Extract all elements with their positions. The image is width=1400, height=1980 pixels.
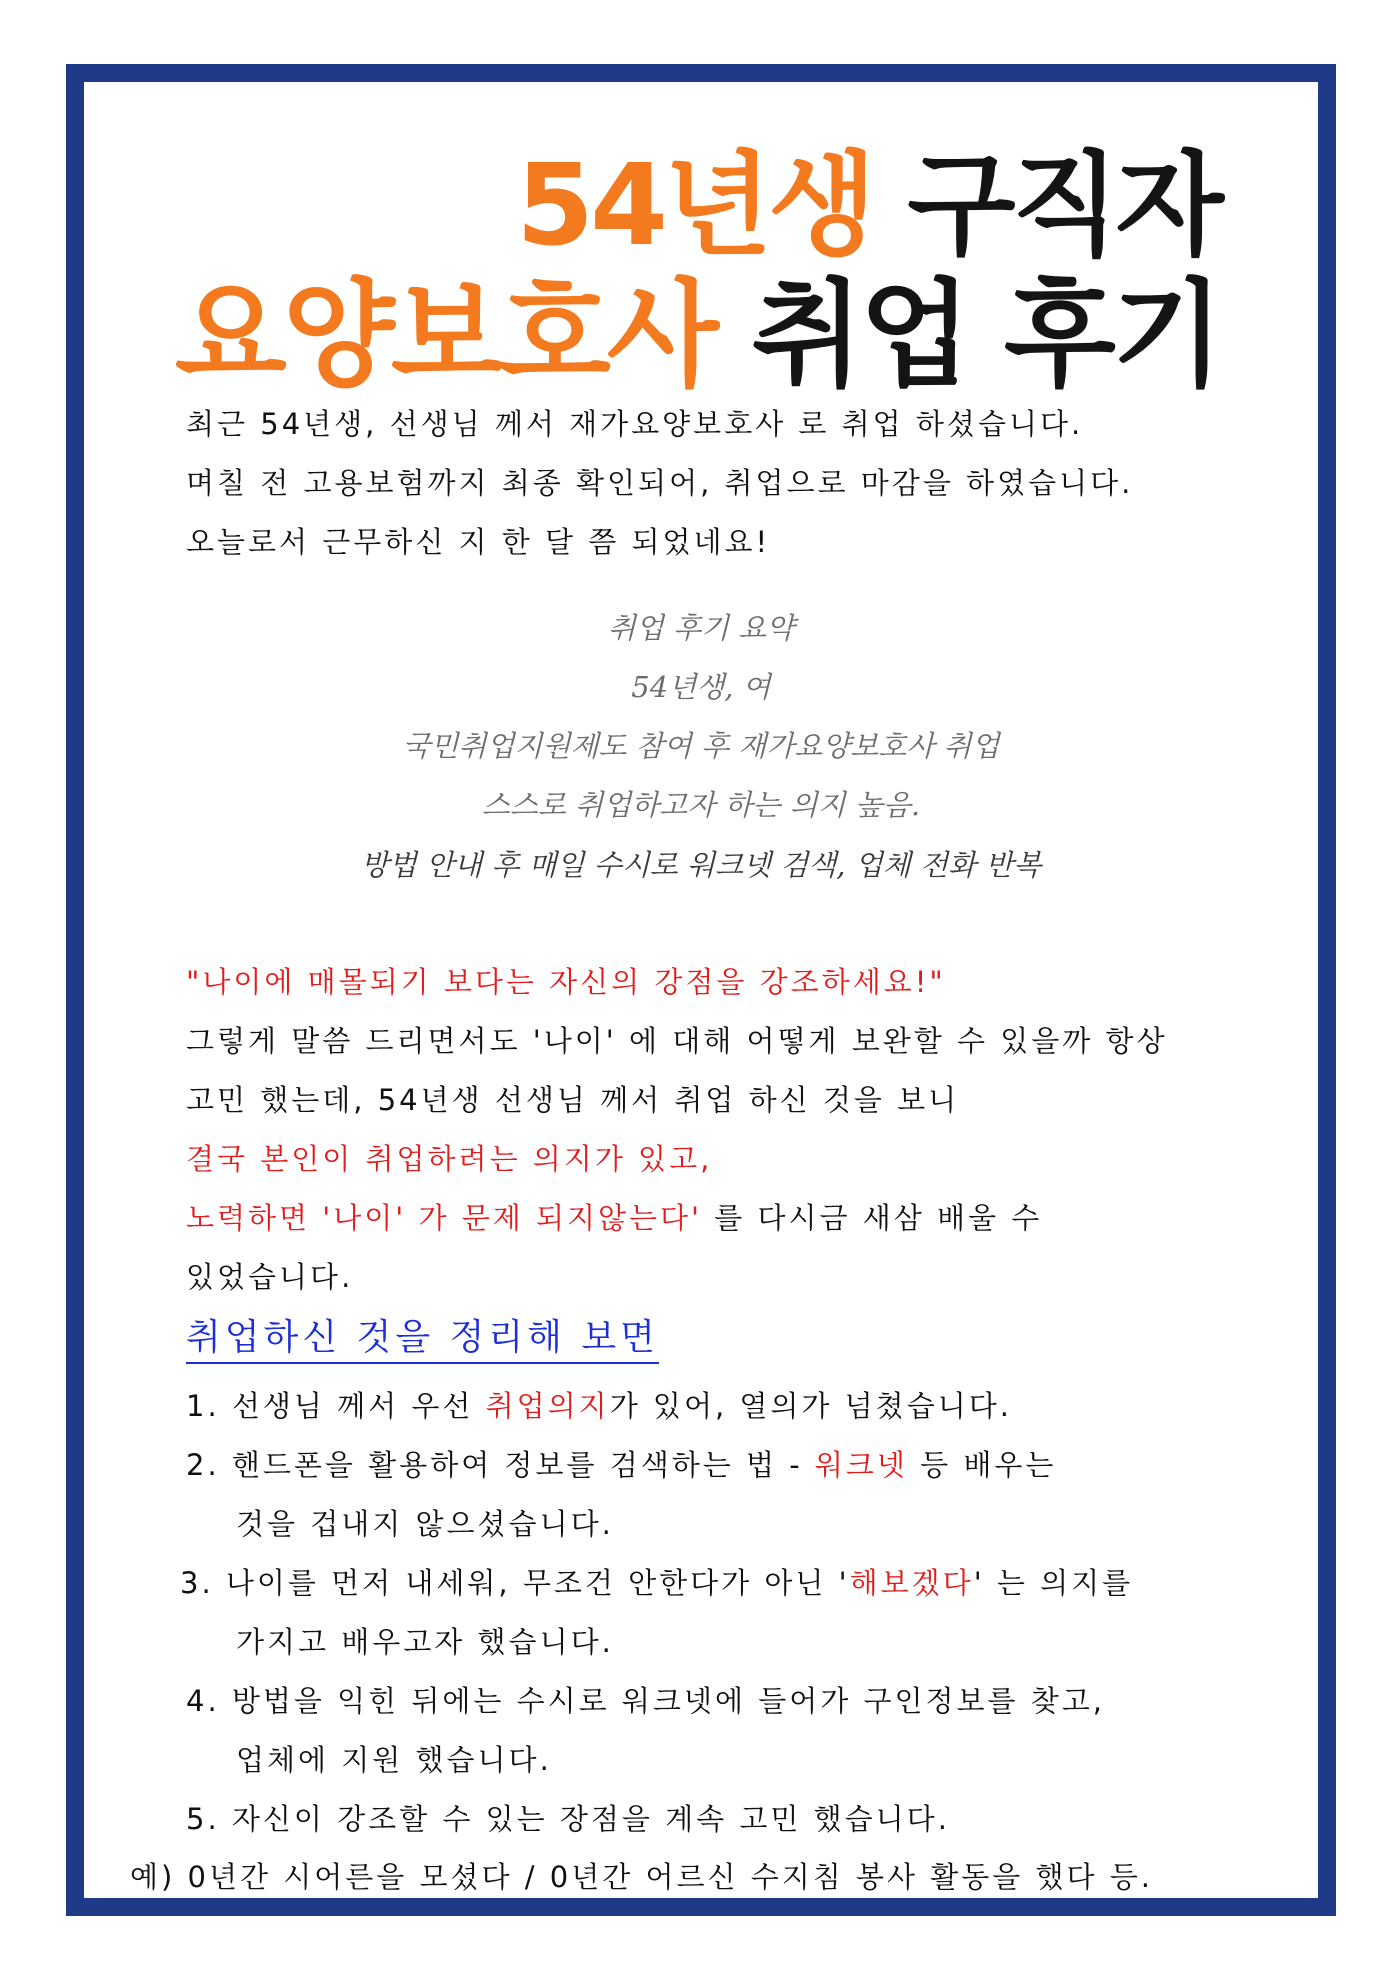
list-item-4-cont: 업체에 지원 했습니다. xyxy=(236,1743,552,1777)
title-jobseeker: 구직자 xyxy=(907,141,1220,271)
list-item-2-cont: 것을 겁내지 않으셨습니다. xyxy=(236,1507,614,1541)
body-line-1: 그렇게 말씀 드리면서도 '나이' 에 대해 어떻게 보완할 수 있을까 항상 xyxy=(186,1024,1168,1058)
intro-line-3: 오늘로서 근무하신 지 한 달 쯤 되었네요! xyxy=(186,525,771,559)
intro-line-2: 며칠 전 고용보험까지 최종 확인되어, 취업으로 마감을 하였습니다. xyxy=(186,466,1134,500)
list-item-3 xyxy=(180,1566,1134,1600)
summary-title: 취업 후기 요약 xyxy=(607,611,795,645)
body-line-4-highlight: 노력하면 '나이' 가 문제 되지않는다' xyxy=(186,1201,702,1235)
list-item-1-end: 가 있어, 열의가 넘쳤습니다. xyxy=(609,1389,1012,1423)
title-caregiver: 요양보호사 xyxy=(174,268,715,403)
list-item-3-highlight: 해보겠다 xyxy=(849,1566,974,1600)
title-year: 54년생 xyxy=(516,141,873,271)
list-item-3-cont: 가지고 배우고자 했습니다. xyxy=(236,1625,614,1659)
list-item-2-highlight: 워크넷 xyxy=(814,1448,908,1482)
list-item-1-highlight: 취업의지 xyxy=(485,1389,610,1423)
list-item-2-start: 2. 핸드폰을 활용하여 정보를 검색하는 법 - xyxy=(186,1448,815,1482)
title-line-2 xyxy=(174,268,1220,403)
intro-line-1: 최근 54년생, 선생님 께서 재가요양보호사 로 취업 하셨습니다. xyxy=(186,407,1084,441)
body-line-4-rest: 를 다시금 새삼 배울 수 xyxy=(702,1201,1043,1235)
body-line-5: 있었습니다. xyxy=(186,1260,354,1294)
list-item-2 xyxy=(186,1448,1057,1482)
summary-line-4: 방법 안내 후 매일 수시로 워크넷 검색, 업체 전화 반복 xyxy=(360,848,1042,882)
summary-line-3: 스스로 취업하고자 하는 의지 높음. xyxy=(481,788,921,822)
list-item-1-start: 1. 선생님 께서 우선 xyxy=(186,1389,486,1423)
body-line-4 xyxy=(186,1201,1043,1235)
list-item-2-end: 등 배우는 xyxy=(907,1448,1057,1482)
body-line-2: 고민 했는데, 54년생 선생님 께서 취업 하신 것을 보니 xyxy=(186,1083,960,1117)
list-item-3-end: ' 는 의지를 xyxy=(973,1566,1134,1600)
list-item-1 xyxy=(186,1389,1012,1423)
summary-line-2: 국민취업지원제도 참여 후 재가요양보호사 취업 xyxy=(402,729,1000,763)
section-heading: 취업하신 것을 정리해 보면 xyxy=(186,1318,659,1364)
summary-line-1: 54년생, 여 xyxy=(631,670,771,704)
title-review: 취업 후기 xyxy=(751,268,1220,403)
title-line-1 xyxy=(516,141,1220,271)
list-item-4: 4. 방법을 익힌 뒤에는 수시로 워크넷에 들어가 구인정보를 찾고, xyxy=(186,1684,1105,1718)
list-item-3-start: 3. 나이를 먼저 내세워, 무조건 안한다가 아닌 ' xyxy=(180,1566,850,1600)
list-item-5: 5. 자신이 강조할 수 있는 장점을 계속 고민 했습니다. xyxy=(186,1802,950,1836)
list-example: 예) 0년간 시어른을 모셨다 / 0년간 어르신 수지침 봉사 활동을 했다 등. xyxy=(130,1860,1153,1894)
body-line-3: 결국 본인이 취업하려는 의지가 있고, xyxy=(186,1142,713,1176)
quote-line: "나이에 매몰되기 보다는 자신의 강점을 강조하세요!" xyxy=(186,965,946,999)
